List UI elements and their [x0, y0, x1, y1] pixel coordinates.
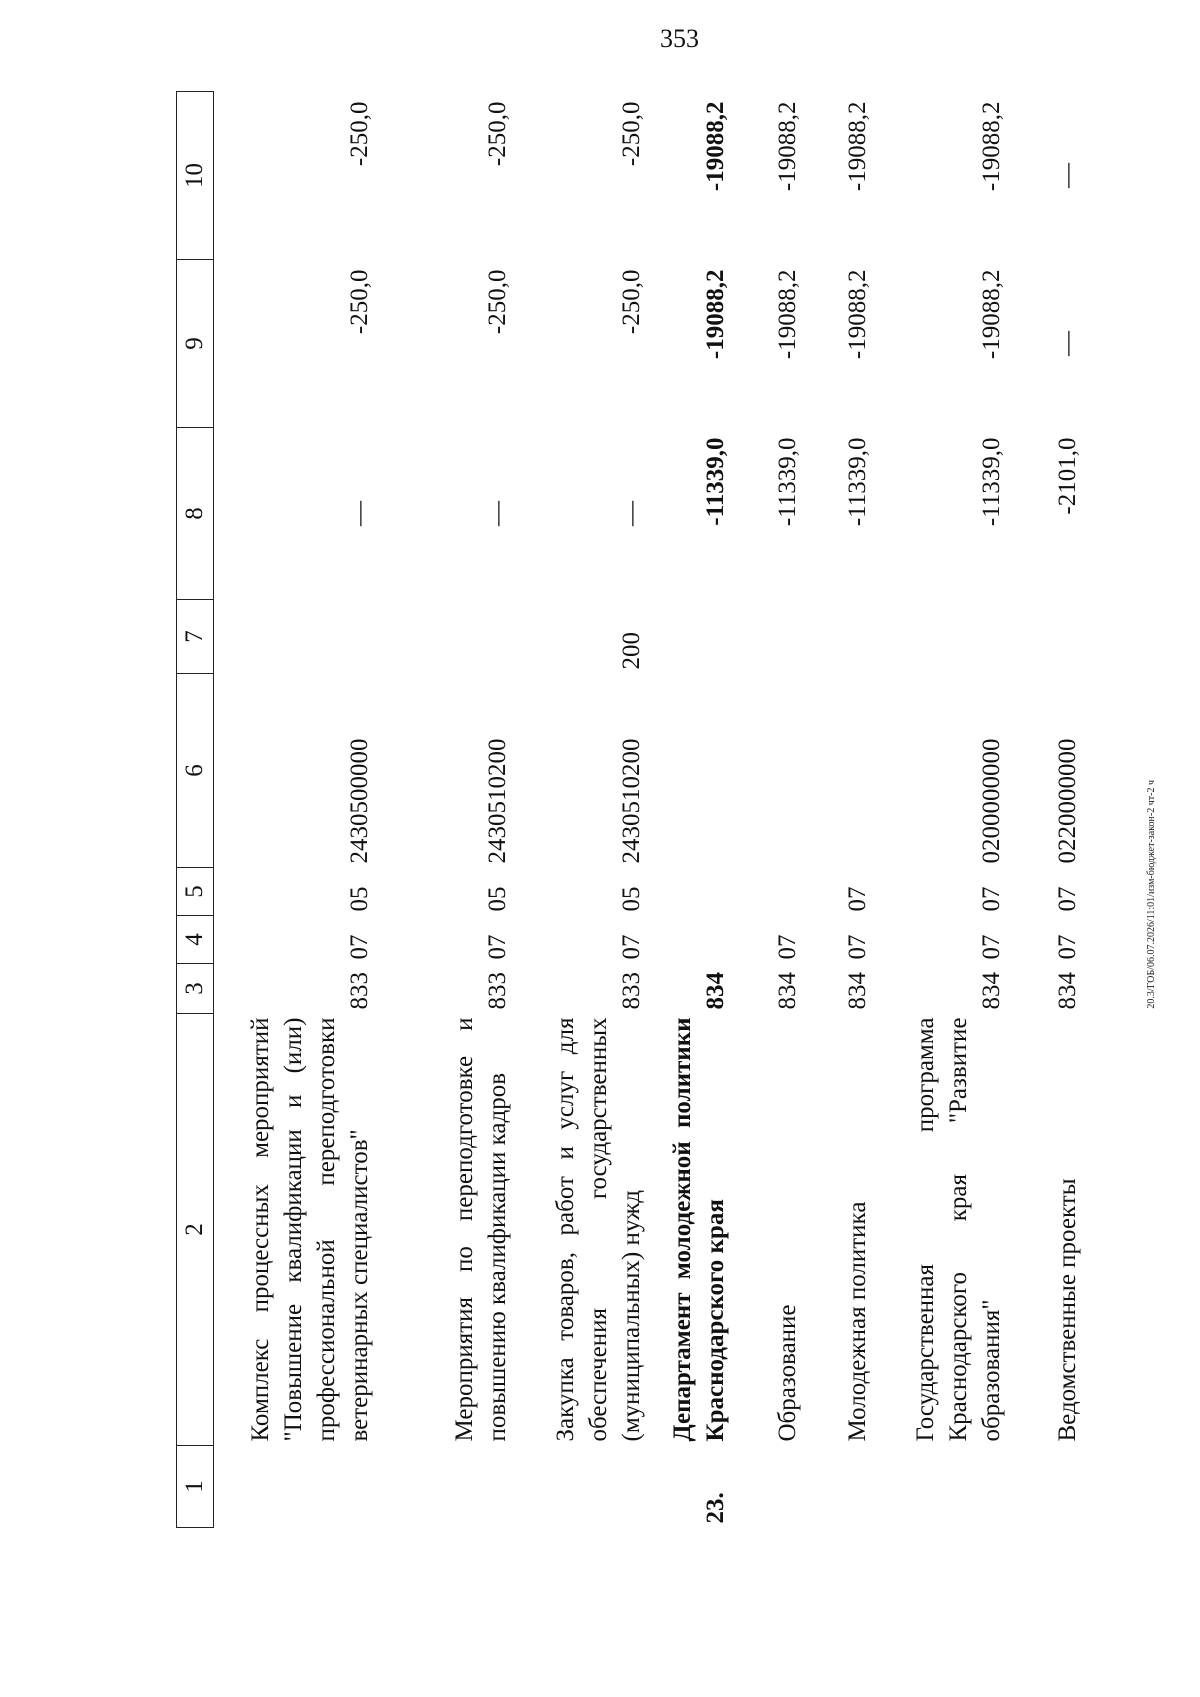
- expense-type-code: [214, 600, 383, 674]
- section-code: 07: [484, 934, 511, 960]
- section-code: [654, 916, 738, 964]
- table-row: [1014, 92, 1090, 1528]
- expense-type-code: [810, 600, 880, 674]
- target-article-code: 2430500000: [346, 738, 373, 864]
- column-header: 1: [177, 1446, 214, 1528]
- row-description: Государственная программа Краснодарского края "Развитие образования": [912, 1017, 1005, 1442]
- expense-type-code: [880, 600, 1014, 674]
- amount-col-10: —: [1054, 163, 1081, 188]
- row-description: Закупка товаров, работ и услуг для обеспечения государственных (муниципальных) нужд: [552, 1017, 645, 1442]
- section-code: 07: [346, 934, 373, 960]
- ministry-code: 833: [618, 972, 645, 1010]
- amount-col-10: -250,0: [346, 101, 373, 167]
- target-article-code: 2430510200: [618, 738, 645, 864]
- rotated-table-container: [176, 92, 1081, 1528]
- subsection-code: 05: [346, 886, 373, 912]
- row-description: Мероприятия по переподготовке и повышению квалификации кадров: [451, 1017, 511, 1442]
- column-header: 2: [177, 1014, 214, 1446]
- amount-col-9: -250,0: [618, 269, 645, 335]
- section-code: 07: [978, 934, 1005, 960]
- row-number: [880, 1446, 1014, 1528]
- section-code: 07: [844, 934, 871, 960]
- column-header: 7: [177, 600, 214, 674]
- expense-type-code: 200: [618, 632, 645, 670]
- target-article-code: [654, 674, 738, 868]
- target-article-code: [738, 674, 810, 868]
- page-number: 353: [660, 24, 699, 53]
- row-number: [738, 1446, 810, 1528]
- table-row: [382, 92, 520, 1528]
- target-article-code: 0220000000: [1054, 738, 1081, 864]
- subsection-code: [738, 868, 810, 916]
- column-header: 10: [177, 92, 214, 260]
- amount-col-8: -11339,0: [702, 437, 729, 526]
- row-number: [810, 1446, 880, 1528]
- amount-col-8: —: [346, 501, 373, 526]
- target-article-code: 0200000000: [978, 738, 1005, 864]
- amount-col-9: -250,0: [346, 269, 373, 335]
- amount-col-10: -19088,2: [774, 101, 801, 192]
- table-row: [214, 92, 383, 1528]
- expense-type-code: [1014, 600, 1090, 674]
- table-row-department: [654, 92, 738, 1528]
- row-description: Молодежная политика: [844, 1201, 871, 1442]
- column-header: 8: [177, 428, 214, 600]
- ministry-code: 834: [702, 972, 729, 1010]
- row-description: Департамент молодежной политики Краснодарского края: [669, 1017, 729, 1442]
- amount-col-8: -11339,0: [774, 437, 801, 527]
- amount-col-9: —: [1054, 331, 1081, 356]
- ministry-code: 834: [774, 972, 801, 1010]
- ministry-code: 834: [1054, 972, 1081, 1010]
- row-description: Комплекс процессных мероприятий "Повышение квалификации и (или) профессиональной переподготовки ветеринарных специалистов": [247, 1017, 373, 1442]
- amount-col-8: —: [484, 501, 511, 526]
- expense-type-code: [738, 600, 810, 674]
- row-number: [382, 1446, 520, 1528]
- row-description: Ведомственные проекты: [1054, 1178, 1081, 1442]
- column-header: 9: [177, 260, 214, 428]
- ministry-code: 834: [978, 972, 1005, 1010]
- section-code: 07: [774, 934, 801, 960]
- target-article-code: [810, 674, 880, 868]
- section-code: 07: [1054, 934, 1081, 960]
- amount-col-10: -250,0: [484, 101, 511, 167]
- amount-col-10: -250,0: [618, 101, 645, 167]
- subsection-code: [654, 868, 738, 916]
- amount-col-10: -19088,2: [844, 101, 871, 192]
- subsection-code: 07: [978, 886, 1005, 912]
- document-footer-code: 20.3/ГОБ/06.07.2026/11:01/изм-бюджет-закон-2 чт-2 ч: [1146, 780, 1157, 1009]
- section-code: 07: [618, 934, 645, 960]
- row-number: [214, 1446, 383, 1528]
- subsection-code: 05: [618, 886, 645, 912]
- table-row: [810, 92, 880, 1528]
- amount-col-8: -11339,0: [844, 437, 871, 527]
- column-header: 3: [177, 964, 214, 1014]
- amount-col-9: -19088,2: [774, 269, 801, 360]
- amount-col-8: -11339,0: [978, 437, 1005, 527]
- amount-col-8: -2101,0: [1054, 437, 1081, 515]
- expense-type-code: [382, 600, 520, 674]
- ministry-code: 834: [844, 972, 871, 1010]
- amount-col-9: -19088,2: [978, 269, 1005, 360]
- amount-col-9: -19088,2: [702, 269, 729, 360]
- expense-type-code: [654, 600, 738, 674]
- row-number: [520, 1446, 654, 1528]
- row-number: 23.: [702, 1492, 729, 1524]
- ministry-code: 833: [346, 972, 373, 1010]
- subsection-code: 05: [484, 886, 511, 912]
- column-header: 4: [177, 916, 214, 964]
- column-header: 5: [177, 868, 214, 916]
- amount-col-9: -19088,2: [844, 269, 871, 360]
- column-header: 6: [177, 674, 214, 868]
- budget-table: [176, 91, 1090, 1528]
- table-header-row: [177, 92, 214, 1528]
- target-article-code: 2430510200: [484, 738, 511, 864]
- table-row: [520, 92, 654, 1528]
- row-description: Образование: [774, 1304, 801, 1442]
- table-row: [880, 92, 1014, 1528]
- subsection-code: 07: [844, 886, 871, 912]
- table-row: [738, 92, 810, 1528]
- amount-col-10: -19088,2: [702, 101, 729, 192]
- subsection-code: 07: [1054, 886, 1081, 912]
- amount-col-10: -19088,2: [978, 101, 1005, 192]
- ministry-code: 833: [484, 972, 511, 1010]
- row-number: [1014, 1446, 1090, 1528]
- amount-col-8: —: [618, 501, 645, 526]
- amount-col-9: -250,0: [484, 269, 511, 335]
